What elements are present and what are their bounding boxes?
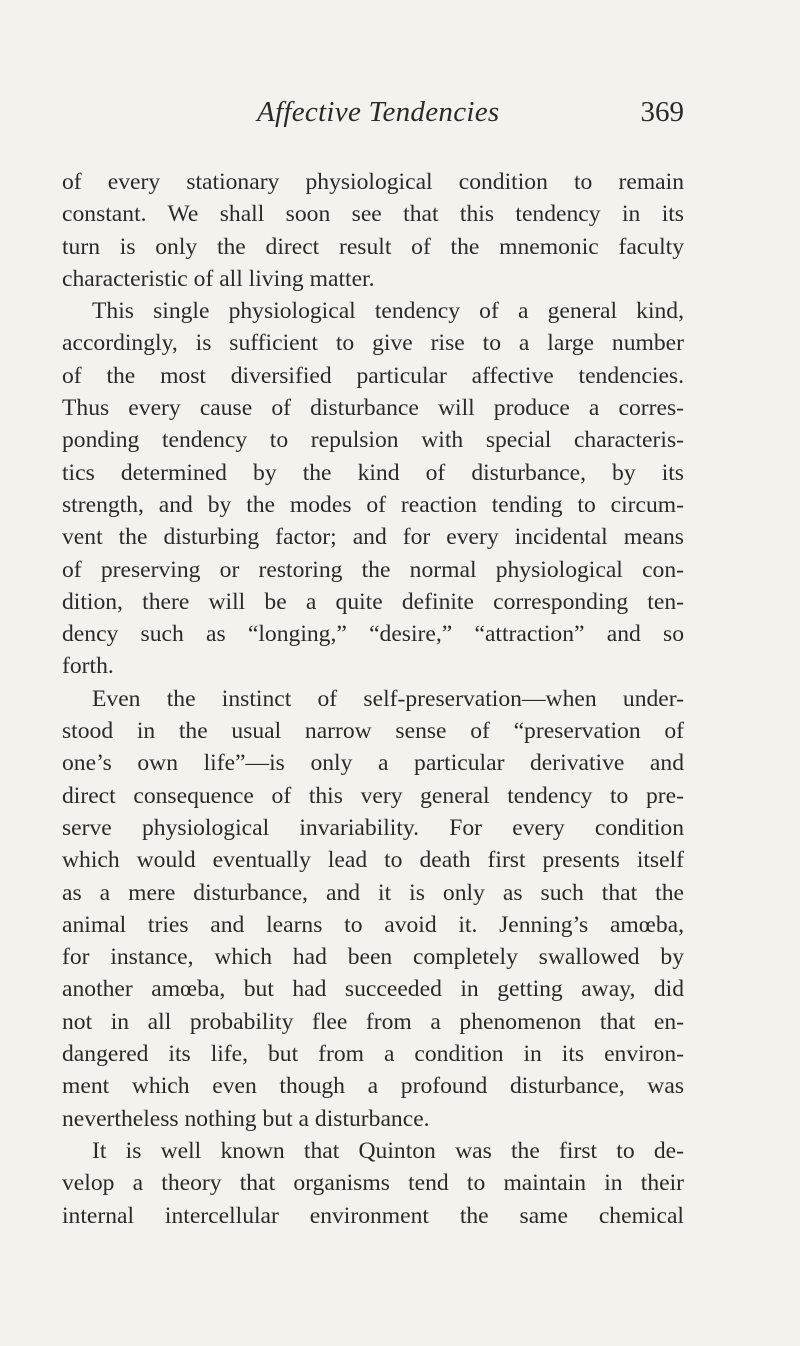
- text-line: nevertheless nothing but a disturbance.: [62, 1105, 430, 1132]
- text-line: characteristic of all living matter.: [62, 265, 375, 292]
- text-line: ponding tendency to repulsion with special characteris-: [62, 427, 684, 454]
- body-text: [62, 166, 684, 1232]
- page-number: 369: [640, 96, 684, 128]
- text-line: of every stationary physiological condition to remain: [62, 169, 684, 195]
- text-line: one’s own life”—is only a particular derivative and: [62, 750, 684, 777]
- text-line: another amœba, but had succeeded in getting away, did: [62, 976, 684, 1003]
- text-line: stood in the usual narrow sense of “preservation of: [62, 718, 684, 745]
- text-line: dition, there will be a quite definite corresponding ten-: [62, 588, 684, 615]
- text-line: serve physiological invariability. For every condition: [62, 814, 684, 841]
- text-line: Thus every cause of disturbance will produce a corres-: [62, 395, 684, 422]
- running-title: Affective Tendencies: [257, 96, 500, 128]
- text-line: of preserving or restoring the normal physiological con-: [62, 556, 684, 583]
- text-line: as a mere disturbance, and it is only as such that the: [62, 879, 684, 906]
- running-head: [62, 96, 684, 136]
- text-line: velop a theory that organisms tend to maintain in their: [62, 1170, 684, 1197]
- text-line: It is well known that Quinton was the first to de-: [92, 1137, 684, 1164]
- text-line: turn is only the direct result of the mnemonic faculty: [62, 233, 684, 260]
- text-line: dangered its life, but from a condition in its environ-: [62, 1041, 684, 1068]
- text-line: which would eventually lead to death first presents itself: [62, 847, 684, 874]
- text-line: direct consequence of this very general tendency to pre-: [62, 782, 684, 809]
- text-line: not in all probability flee from a phenomenon that en-: [62, 1008, 684, 1035]
- text-line: tics determined by the kind of disturbance, by its: [62, 459, 684, 486]
- text-line: vent the disturbing factor; and for every incidental means: [62, 524, 684, 551]
- text-line: animal tries and learns to avoid it. Jenning’s amœba,: [62, 911, 684, 938]
- text-line: accordingly, is sufficient to give rise to a large number: [62, 330, 684, 357]
- text-line: internal intercellular environment the same chemical: [62, 1202, 684, 1229]
- text-line: for instance, which had been completely swallowed by: [62, 944, 684, 971]
- text-line: of the most diversified particular affective tendencies.: [62, 362, 684, 389]
- text-line: This single physiological tendency of a general kind,: [92, 298, 684, 325]
- text-line: ment which even though a profound disturbance, was: [62, 1073, 684, 1100]
- text-line: strength, and by the modes of reaction tending to circum-: [62, 491, 684, 518]
- text-line: dency such as “longing,” “desire,” “attraction” and so: [62, 621, 684, 648]
- text-line: Even the instinct of self-preservation—when under-: [92, 685, 684, 712]
- text-line: constant. We shall soon see that this tendency in its: [62, 201, 684, 228]
- text-line: forth.: [62, 653, 114, 680]
